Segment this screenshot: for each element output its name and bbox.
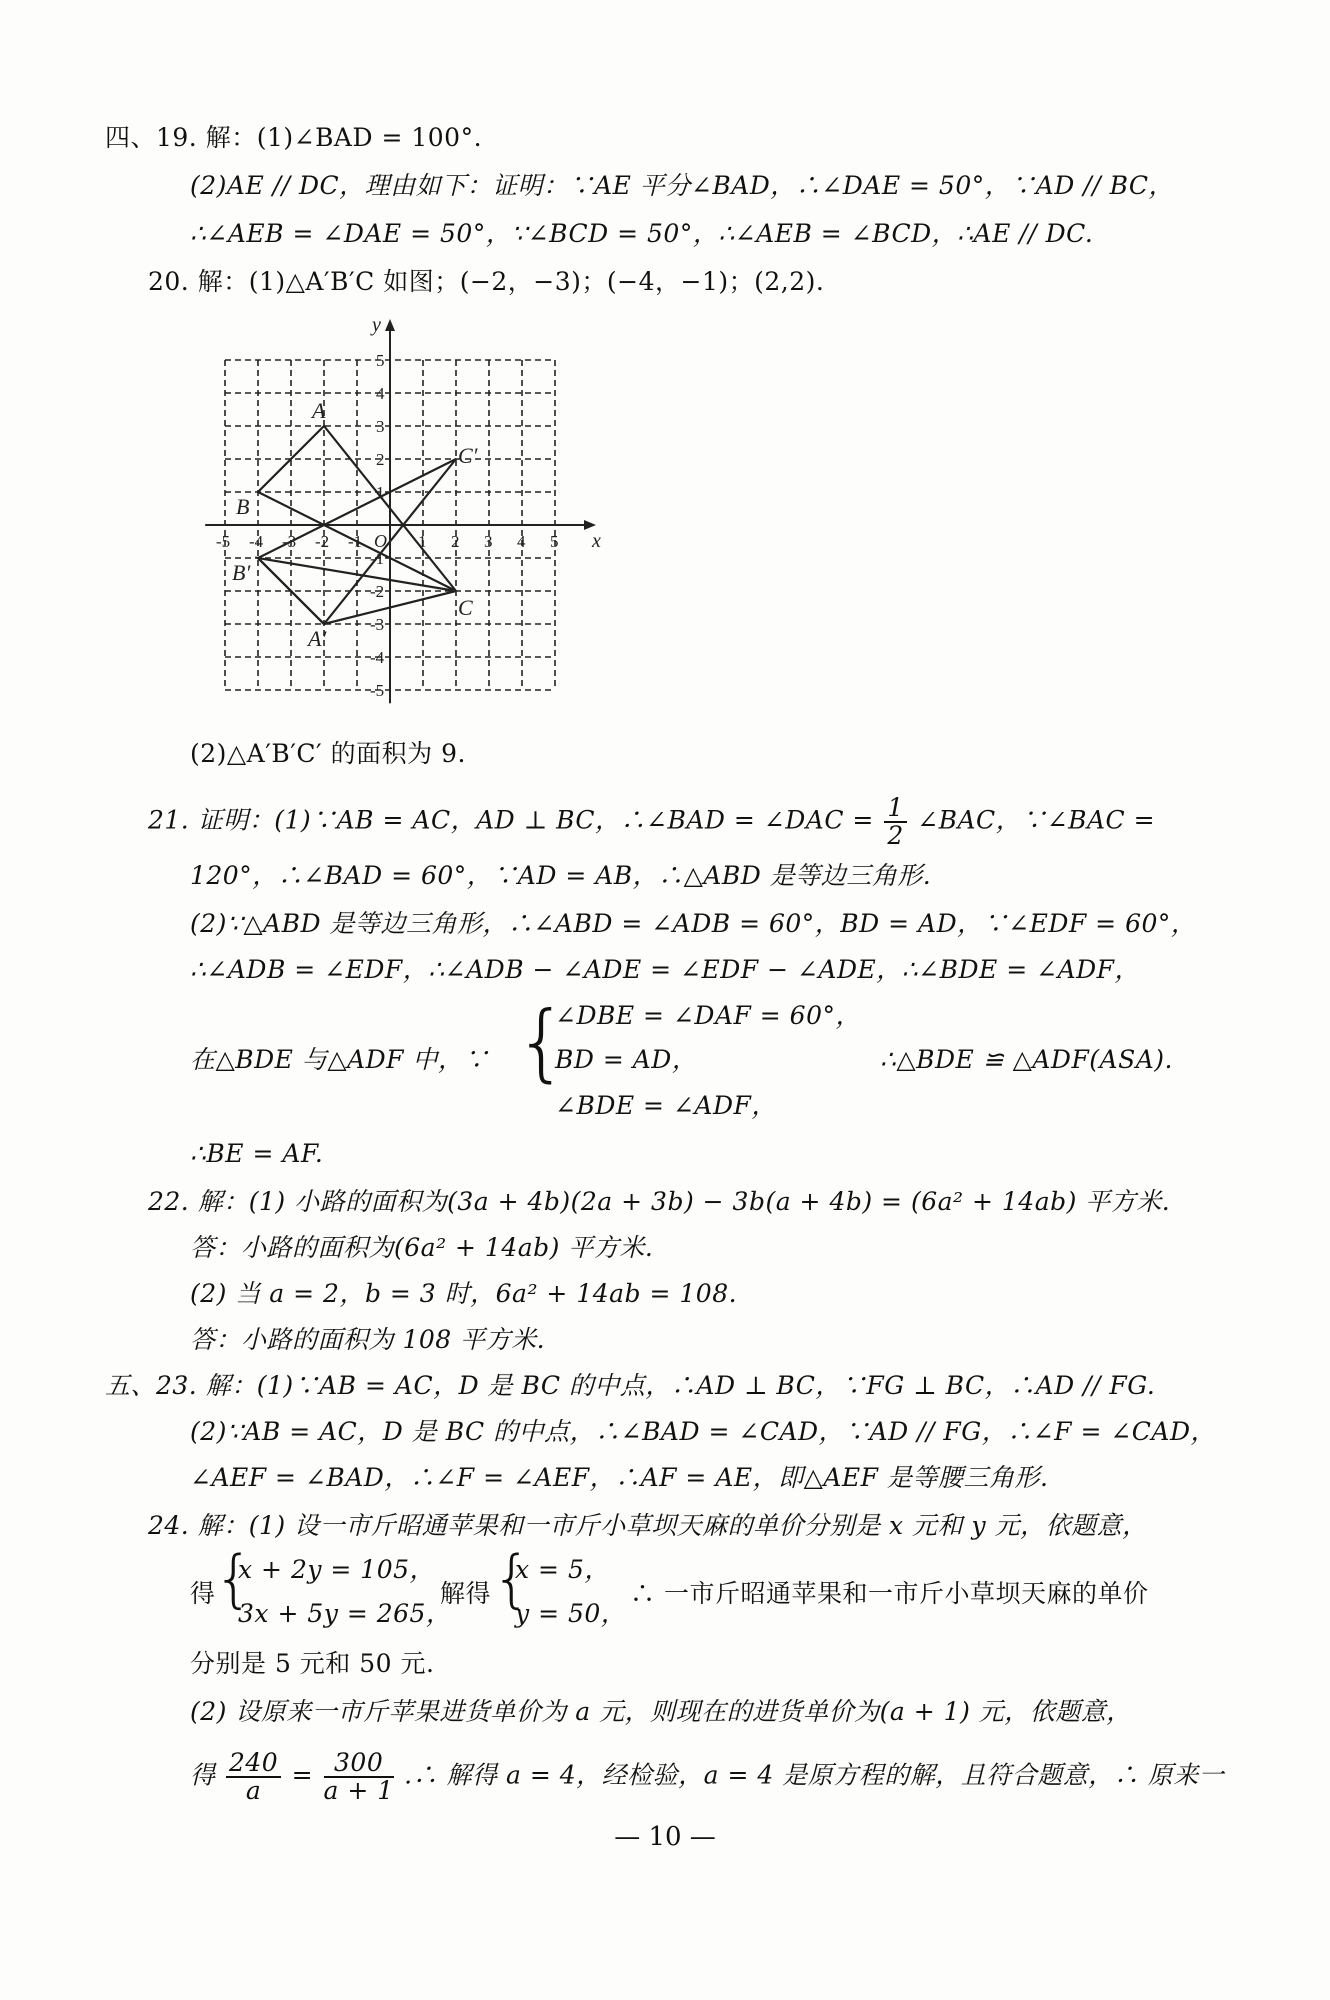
x-tick-label: -4 [249,532,264,551]
q24-system-conclusion: ∴ 一市斤昭通苹果和一市斤小草坝天麻的单价 [630,1579,1149,1608]
q21-system-prefix: 在△BDE 与△ADF 中，∵ [190,1045,489,1074]
left-brace-icon: { [515,993,569,1091]
q21-heading-post: ∠BAC，∵∠BAC = [917,805,1156,835]
q24-line1: 24. 解：(1) 设一市斤昭通苹果和一市斤小草坝天麻的单价分别是 x 元和 y 元，依题意， [148,1511,1148,1540]
point-label: A [312,398,326,423]
q21-line4: ∴∠ADB = ∠EDF，∴∠ADB − ∠ADE = ∠EDF − ∠ADE，∴∠BDE = ∠ADF， [190,955,1141,984]
point-label: B [236,494,250,519]
q21-heading-pre: 21. 证明：(1)∵AB = AC，AD ⊥ BC，∴∠BAD = ∠DAC = [148,805,874,835]
fraction-300-over-a-plus-1: $\frac{300}{a + 1}$ [323,1748,394,1805]
q21-system-eq3: ∠BDE = ∠ADF， [555,1091,777,1120]
q24-system1-eq1: x + 2y = 105， [238,1555,436,1584]
q23-line3: ∠AEF = ∠BAD，∴∠F = ∠AEF，∴AF = AE，即△AEF 是等腰三角形. [190,1463,1049,1492]
x-tick-label: -1 [348,532,363,551]
x-tick-label: -3 [282,532,297,551]
point-label: C [458,595,473,620]
x-tick-label: -2 [315,532,330,551]
point-label: A′ [308,626,327,651]
q21-system-conclusion: ∴△BDE ≌ △ADF(ASA). [880,1045,1173,1074]
q24-system2-eq2: y = 50， [515,1599,627,1628]
q24-line5-post: .∴ 解得 a = 4，经检验，a = 4 是原方程的解，且符合题意，∴ 原来一 [404,1760,1225,1790]
y-tick-label: -2 [370,582,385,601]
q20-heading: 20. 解：(1)△A′B′C 如图；(−2，−3)；(−4，−1)；(2,2). [148,267,825,296]
y-tick-label: -5 [370,681,385,700]
y-tick-label: 3 [376,417,385,436]
q24-solve-label: 解得 [440,1579,492,1608]
q24-system2-eq1: x = 5， [515,1555,610,1584]
x-tick-label: 1 [418,532,427,551]
q21-system-eq1: ∠DBE = ∠DAF = 60°， [555,1001,861,1030]
y-tick-label: -1 [370,549,385,568]
y-tick-label: 1 [376,483,385,502]
q24-line3: 分别是 5 元和 50 元. [190,1649,435,1678]
left-brace-icon: { [214,1542,254,1615]
q22-line2: 答：小路的面积为(6a² + 14ab) 平方米. [190,1233,654,1262]
y-axis-arrow-icon [385,319,395,331]
y-axis-label: y [372,314,381,336]
q19-heading: 四、19. 解：(1)∠BAD = 100°. [105,123,483,152]
q19-part2-line1: (2)AE // DC，理由如下：证明：∵AE 平分∠BAD，∴∠DAE = 50°，∵AD // BC， [190,171,1175,200]
q24-de-label: 得 [190,1579,216,1608]
x-axis-label: x [592,530,601,552]
y-tick-label: -3 [370,615,385,634]
q20-part2: (2)△A′B′C′ 的面积为 9. [190,739,466,768]
left-brace-icon: { [492,1542,532,1615]
q24-de2-label: 得 [190,1760,216,1790]
coordinate-grid-figure [200,310,620,720]
fraction-one-half: $\frac{1}{2}$ [884,795,906,849]
x-tick-label: 5 [550,532,559,551]
fraction-240-over-a: $\frac{240}{a}$ [226,1750,281,1804]
y-tick-label: 5 [376,351,385,370]
q23-line2: (2)∵AB = AC，D 是 BC 的中点，∴∠BAD = ∠CAD，∵AD // FG，∴∠F = ∠CAD， [190,1417,1217,1446]
q21-line8: ∴BE = AF. [190,1139,324,1168]
y-tick-label: -4 [370,648,385,667]
q24-line5 [190,1750,1224,1804]
q24-line4: (2) 设原来一市斤苹果进货单价为 a 元，则现在的进货单价为(a + 1) 元，依题意， [190,1697,1132,1726]
q24-equals-sign: = [291,1760,314,1790]
q21-system-eq2: BD = AD， [555,1045,698,1074]
x-axis-arrow-icon [584,520,596,530]
origin-label: O [374,531,387,551]
x-tick-label: 2 [451,532,460,551]
q21-line2: 120°，∴∠BAD = 60°，∵AD = AB，∴△ABD 是等边三角形. [190,861,932,890]
y-tick-label: 2 [376,450,385,469]
q21-heading [148,795,1155,849]
q21-line3: (2)∵△ABD 是等边三角形，∴∠ABD = ∠ADB = 60°，BD = AD，∵∠EDF = 60°， [190,909,1197,938]
q22-line1: 22. 解：(1) 小路的面积为(3a + 4b)(2a + 3b) − 3b(a + 4b) = (6a² + 14ab) 平方米. [148,1187,1171,1216]
q22-line4: 答：小路的面积为 108 平方米. [190,1325,546,1354]
page-number: — 10 — [614,1822,716,1852]
x-tick-label: 4 [517,532,526,551]
point-label: C′ [458,443,478,468]
q24-system1-eq2: 3x + 5y = 265， [238,1599,452,1628]
x-tick-label: 3 [484,532,493,551]
point-label: B′ [232,560,251,585]
x-tick-label: -5 [216,532,231,551]
q23-line1: 五、23. 解：(1)∵AB = AC，D 是 BC 的中点，∴AD ⊥ BC，∵FG ⊥ BC，∴AD // FG. [105,1371,1156,1400]
y-tick-label: 4 [376,384,385,403]
q19-part2-line2: ∴∠AEB = ∠DAE = 50°，∵∠BCD = 50°，∴∠AEB = ∠BCD，∴AE // DC. [190,219,1094,248]
q22-line3: (2) 当 a = 2，b = 3 时，6a² + 14ab = 108. [190,1279,738,1308]
